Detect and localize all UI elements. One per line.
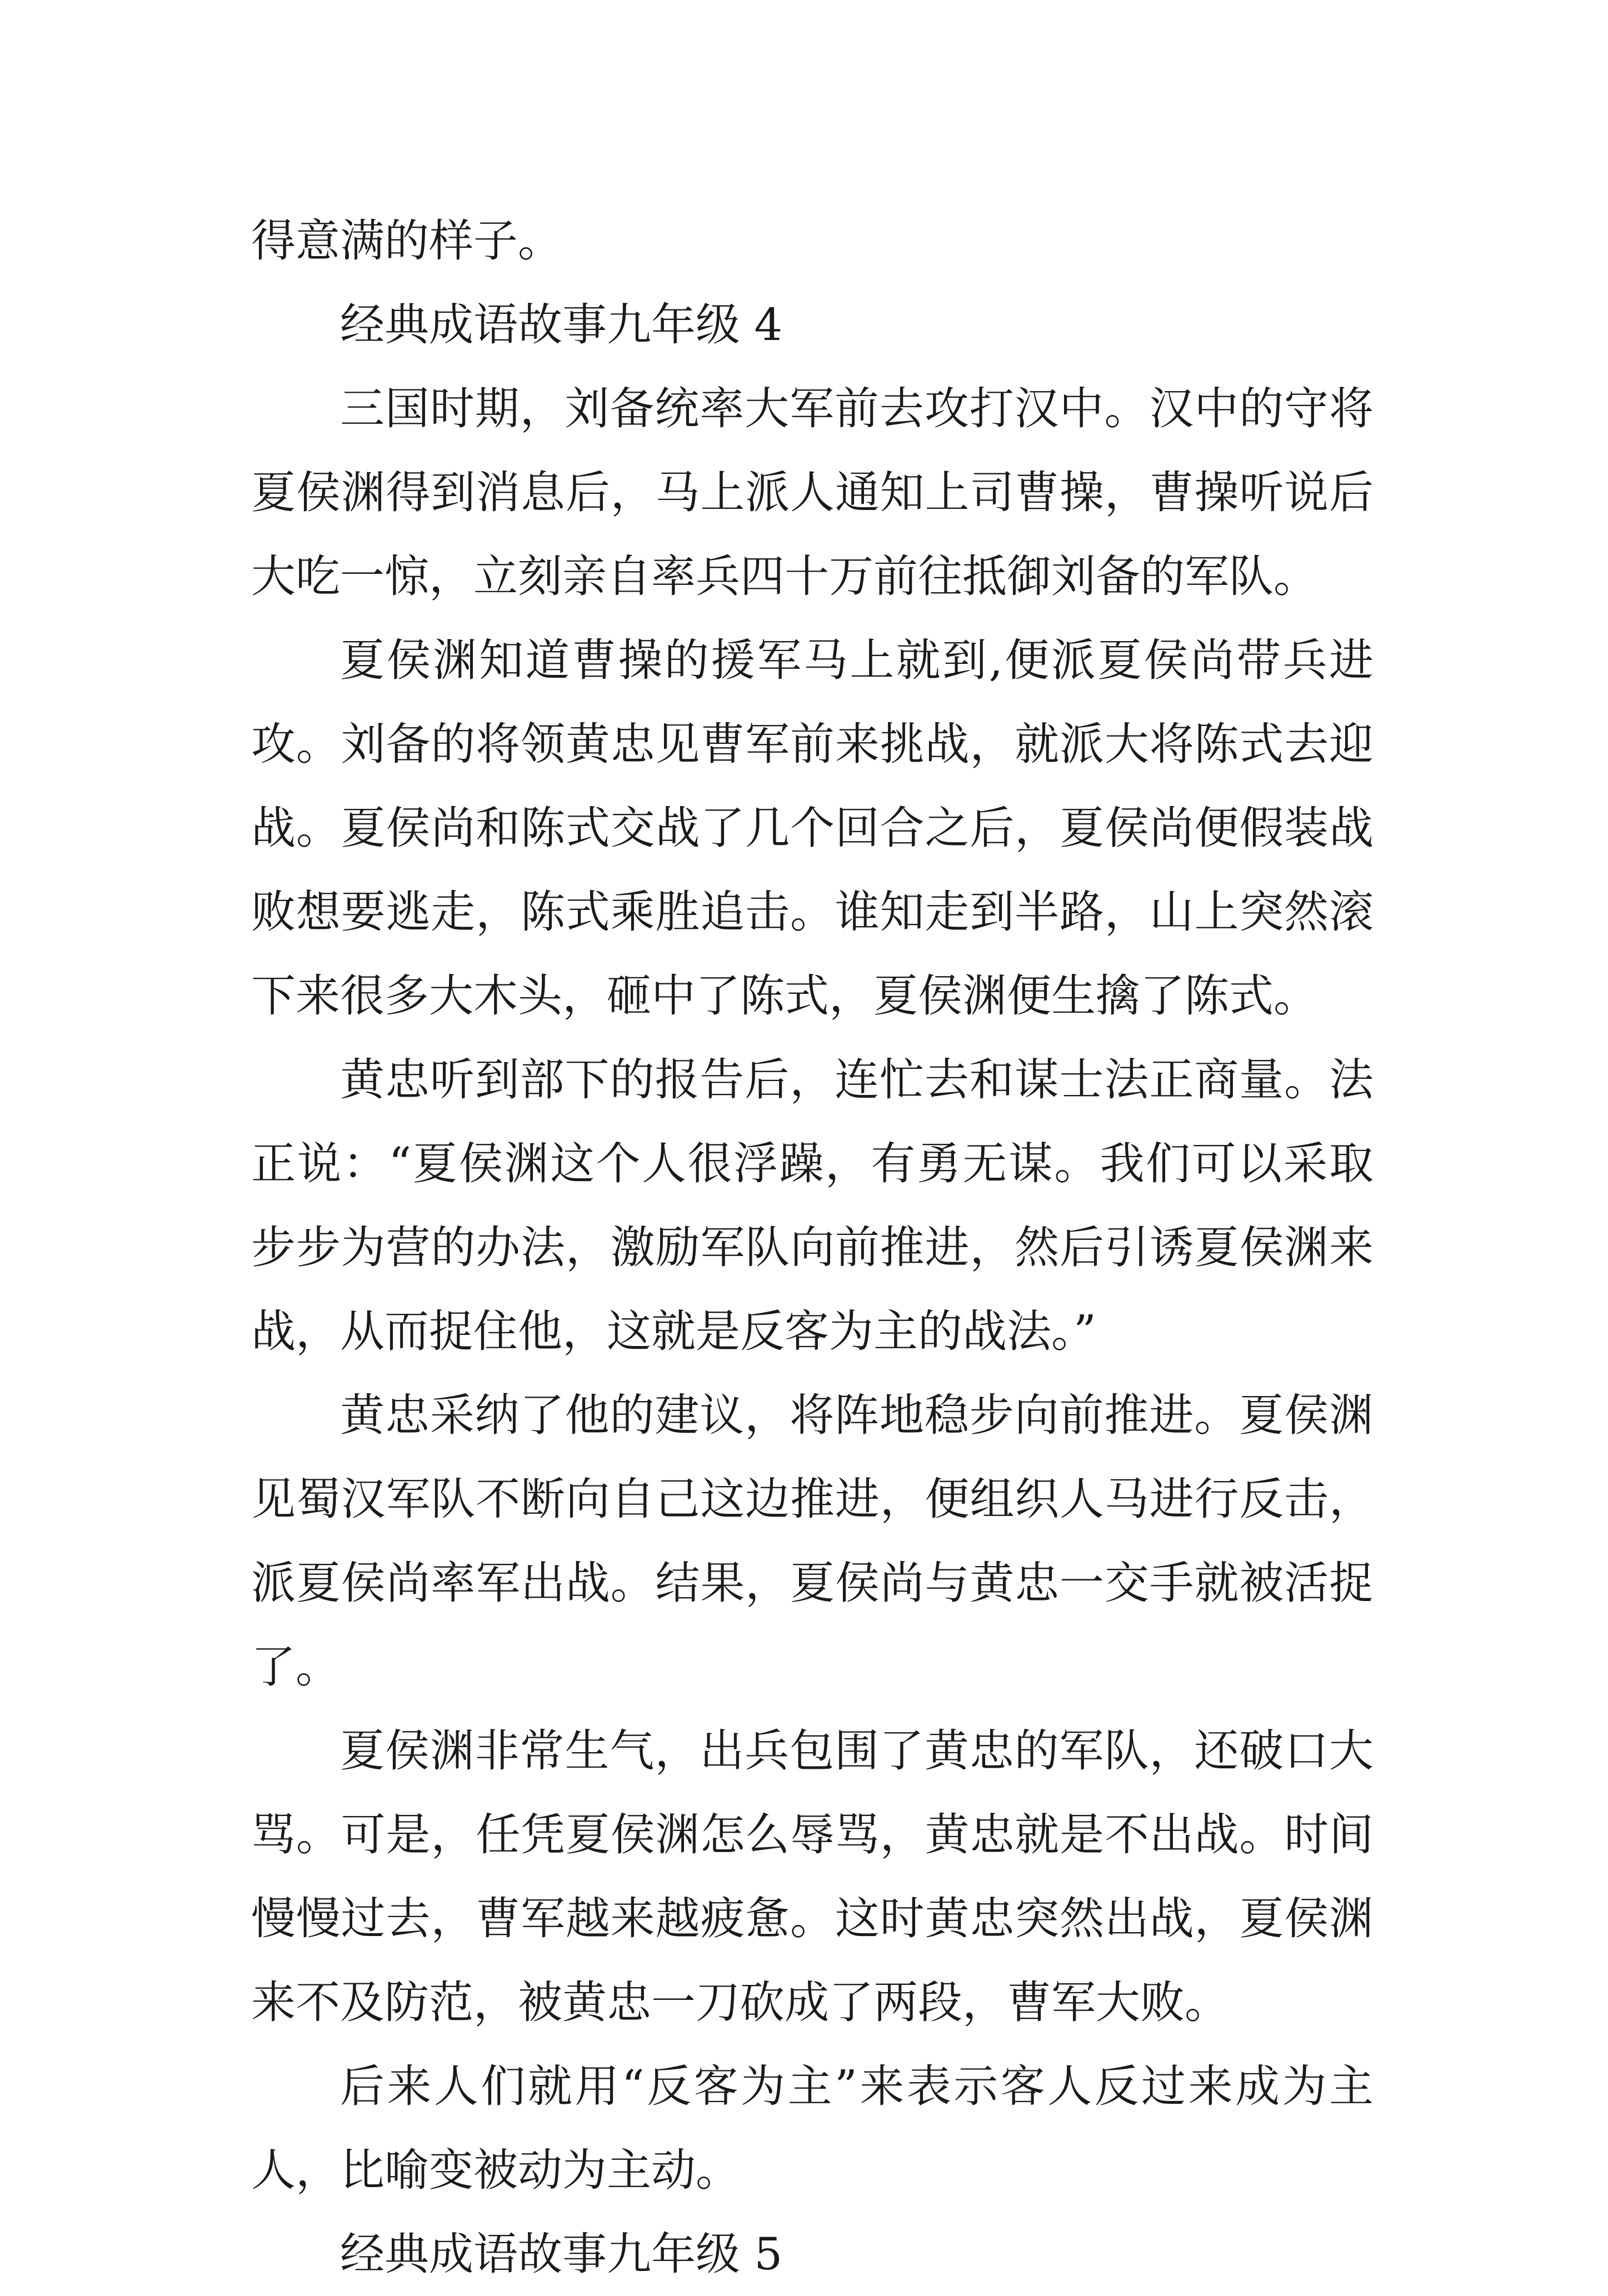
paragraph: 夏侯渊知道曹操的援军马上就到,便派夏侯尚带兵进攻。刘备的将领黄忠见曹军前来挑战，就派大将陈式去迎战。夏侯尚和陈式交战了几个回合之后，夏侯尚便假装战败想要逃走，陈式乘胜追击。谁知走到半路，山上突然滚下来很多大木头，砸中了陈式，夏侯渊便生擒了陈式。 — [251, 634, 1374, 1022]
paragraph: 夏侯渊非常生气，出兵包围了黄忠的军队，还破口大骂。可是，任凭夏侯渊怎么辱骂，黄忠就是不出战。时间慢慢过去，曹军越来越疲惫。这时黄忠突然出战，夏侯渊来不及防范，被黄忠一刀砍成了两段，曹军大败。 — [251, 1725, 1374, 2028]
paragraph: 黄忠听到部下的报告后，连忙去和谋士法正商量。法正说：“夏侯渊这个人很浮躁，有勇无谋。我们可以采取步步为营的办法，激励军队向前推进，然后引诱夏侯渊来战，从而捉住他，这就是反客为主的战法。” — [251, 1054, 1374, 1357]
section-heading-5: 经典成语故事九年级 5 — [340, 2228, 783, 2280]
paragraph: 三国时期，刘备统率大军前去攻打汉中。汉中的守将夏侯渊得到消息后，马上派人通知上司曹操，曹操听说后大吃一惊，立刻亲自率兵四十万前往抵御刘备的军队。 — [251, 383, 1374, 602]
paragraph-continuation: 得意满的样子。 — [251, 215, 562, 267]
paragraph: 黄忠采纳了他的建议，将阵地稳步向前推进。夏侯渊见蜀汉军队不断向自己这边推进，便组织人马进行反击，派夏侯尚率军出战。结果，夏侯尚与黄忠一交手就被活捉了。 — [251, 1389, 1374, 1693]
document-body — [251, 199, 1374, 2296]
paragraph: 后来人们就用“反客为主”来表示客人反过来成为主人，比喻变被动为主动。 — [251, 2060, 1374, 2196]
section-heading-4: 经典成语故事九年级 4 — [340, 299, 783, 351]
